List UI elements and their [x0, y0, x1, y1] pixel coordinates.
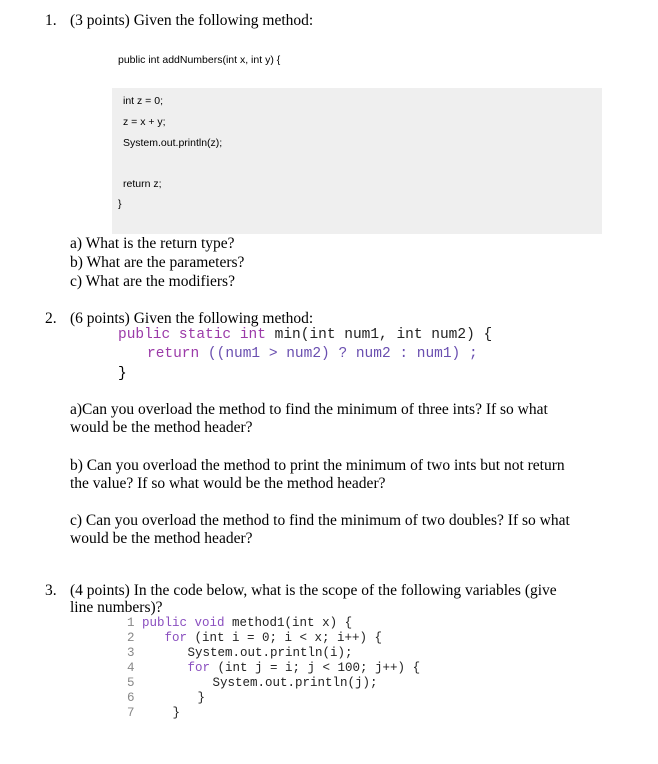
q3-code-line-3	[127, 646, 420, 661]
q2-part-c-line1: c) Can you overload the method to find the minimum of two doubles? If so what	[70, 512, 570, 529]
q2-code-return-kw: return	[147, 346, 200, 362]
q3-code-line-2	[127, 631, 420, 646]
code-text: (int i = 0; i < x; i++) {	[187, 631, 383, 645]
code-text: method1(int x) {	[224, 616, 353, 630]
q2-code-close: }	[118, 366, 127, 382]
q2-title: (6 points) Given the following method:	[70, 310, 314, 327]
line-number: 4	[127, 661, 135, 675]
q1-code-signature: public int addNumbers(int x, int y) {	[118, 54, 281, 66]
q2-code-signature-rest: min(int num1, int num2) {	[265, 327, 493, 343]
code-text: }	[197, 691, 206, 705]
q2-part-c-line2: would be the method header?	[70, 530, 253, 547]
q3-title-line2: line numbers)?	[70, 599, 163, 616]
q2-part-b-line2: the value? If so what would be the method header?	[70, 475, 386, 492]
q1-code-line1: int z = 0;	[123, 95, 163, 107]
line-number: 5	[127, 676, 135, 690]
code-text: (int j = i; j < 100; j++) {	[210, 661, 421, 675]
q1-number: 1.	[45, 12, 57, 29]
q2-part-b-line1: b) Can you overload the method to print the minimum of two ints but not return	[70, 457, 565, 474]
line-number: 2	[127, 631, 135, 645]
q2-part-a-line1: a)Can you overload the method to find the minimum of three ints? If so what	[70, 401, 548, 418]
line-number: 3	[127, 646, 135, 660]
q3-code-block	[127, 616, 420, 721]
q1-part-c: c) What are the modifiers?	[70, 273, 235, 290]
q1-code-box	[112, 88, 602, 234]
q2-part-a-line2: would be the method header?	[70, 419, 253, 436]
q3-code-line-4	[127, 661, 420, 676]
line-number: 1	[127, 616, 135, 630]
q2-code-modifiers: public static int	[118, 327, 266, 343]
q1-part-a: a) What is the return type?	[70, 235, 235, 252]
q1-code-line4: return z;	[123, 178, 162, 190]
q3-code-line-1	[127, 616, 420, 631]
code-text: System.out.println(i);	[187, 646, 353, 660]
q3-title-line1: (4 points) In the code below, what is the scope of the following variables (give	[70, 582, 557, 599]
q3-code-line-6	[127, 691, 420, 706]
q2-code-return	[147, 346, 478, 362]
q3-code-line-7	[127, 706, 420, 721]
q1-part-b: b) What are the parameters?	[70, 254, 245, 271]
code-keyword: public void	[142, 616, 225, 630]
line-number: 6	[127, 691, 135, 705]
q1-code-close: }	[118, 198, 122, 210]
code-text: }	[172, 706, 181, 720]
q2-number: 2.	[45, 310, 57, 327]
q3-number: 3.	[45, 582, 57, 599]
code-text: System.out.println(j);	[212, 676, 378, 690]
q2-code-signature	[118, 327, 492, 343]
line-number: 7	[127, 706, 135, 720]
q3-code-line-5	[127, 676, 420, 691]
q1-code-line2: z = x + y;	[123, 116, 166, 128]
q1-title: (3 points) Given the following method:	[70, 12, 314, 29]
code-keyword: for	[187, 661, 211, 675]
q2-code-return-expr: ((num1 > num2) ? num2 : num1) ;	[199, 346, 478, 362]
q1-code-line3: System.out.println(z);	[123, 137, 223, 149]
code-keyword: for	[164, 631, 188, 645]
